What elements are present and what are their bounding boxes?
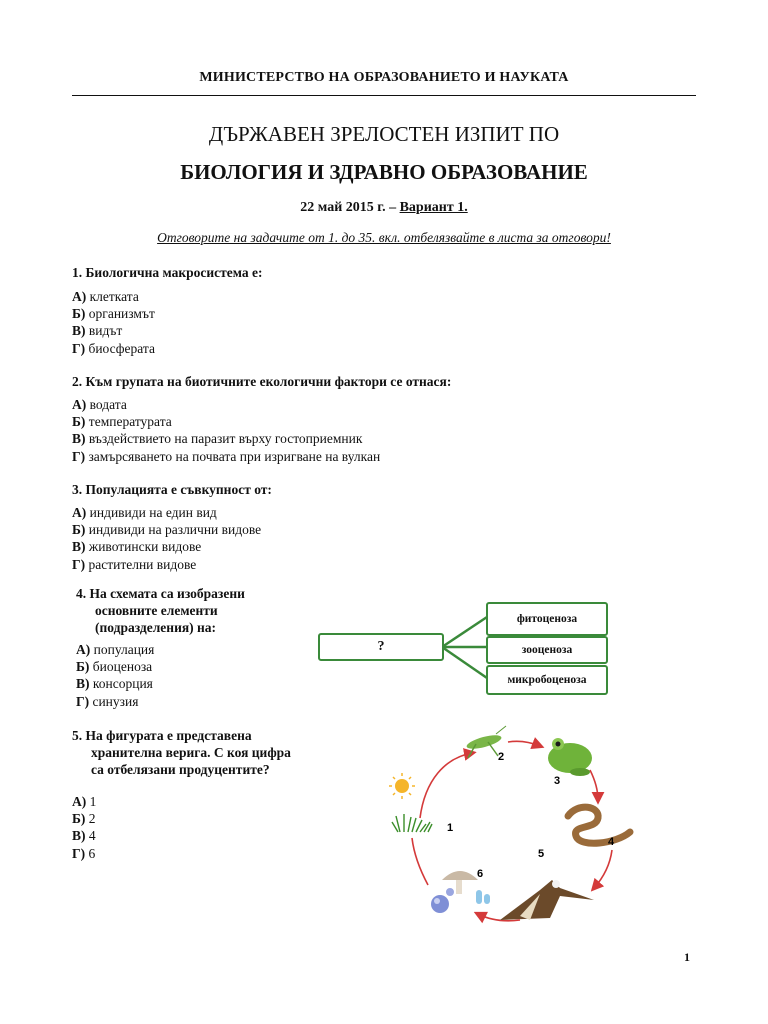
- option-text: биосферата: [85, 340, 155, 356]
- ministry-header: МИНИСТЕРСТВО НА ОБРАЗОВАНИЕТО И НАУКАТА: [199, 70, 569, 85]
- option[interactable]: [72, 396, 380, 413]
- food-chain-figure: [380, 720, 650, 930]
- option-text: животински видове: [85, 539, 202, 555]
- question-2: 2. Към групата на биотичните екологични фактори се отнася:: [72, 374, 452, 389]
- variant-label: Вариант 1.: [399, 200, 468, 215]
- snake-icon: [568, 807, 630, 843]
- arrow-icon: [420, 753, 472, 818]
- option-letter: А): [72, 794, 87, 809]
- option-text: растителни видове: [85, 556, 197, 572]
- option-letter: Б): [76, 659, 90, 675]
- option-letter: Б): [72, 811, 86, 827]
- option-letter: А): [72, 397, 87, 412]
- option-text: замърсяването на почвата при изригване на вулкан: [85, 448, 381, 464]
- option[interactable]: [72, 340, 155, 357]
- option[interactable]: [76, 641, 154, 658]
- option[interactable]: [72, 845, 96, 862]
- option[interactable]: [72, 430, 380, 447]
- arrow-icon: [590, 770, 598, 800]
- option-text: температурата: [85, 414, 172, 430]
- option[interactable]: [72, 413, 380, 430]
- option[interactable]: [76, 693, 154, 710]
- option-text: 6: [85, 845, 96, 861]
- chain-number-1: 1: [447, 822, 454, 834]
- question-5-line: хранителна верига. С коя цифра: [91, 745, 291, 760]
- option-text: синузия: [89, 693, 139, 709]
- arrow-icon: [594, 850, 612, 888]
- option[interactable]: [72, 448, 380, 465]
- option-letter: Г): [72, 340, 86, 356]
- question-4: [76, 585, 245, 636]
- grass-icon: [392, 814, 432, 832]
- option-letter: В): [76, 676, 90, 692]
- question-3: 3. Популацията е съвкупност от:: [72, 482, 272, 497]
- option-text: индивиди на различни видове: [85, 522, 262, 538]
- question-3-options: [72, 504, 261, 573]
- chain-number-5: 5: [538, 848, 545, 860]
- chain-number-2: 2: [498, 751, 505, 763]
- chain-number-4: 4: [608, 836, 615, 848]
- option-text: 1: [86, 794, 97, 809]
- option-letter: Г): [72, 448, 86, 464]
- option[interactable]: [72, 521, 261, 538]
- question-4-line: (подразделения) на:: [95, 620, 217, 635]
- question-4-options: [76, 641, 154, 710]
- question-5-options: [72, 793, 96, 862]
- option-letter: Г): [72, 556, 86, 572]
- option[interactable]: [72, 322, 155, 339]
- option[interactable]: [72, 504, 261, 521]
- instructions: Отговорите на задачите от 1. до 35. вкл. отбелязвайте в листа за отговори!: [157, 230, 611, 245]
- option[interactable]: [72, 288, 155, 305]
- option-letter: Б): [72, 522, 86, 538]
- option-text: видът: [85, 323, 123, 339]
- question-2-options: [72, 396, 380, 465]
- question-4-line: основните елементи: [95, 603, 218, 618]
- option-letter: А): [72, 505, 87, 520]
- option-text: въздействието на паразит върху гостоприемник: [85, 431, 363, 447]
- option-text: популация: [90, 642, 155, 657]
- option-text: индивиди на един вид: [86, 505, 217, 520]
- frog-icon: [548, 738, 592, 776]
- option-text: водата: [86, 397, 127, 412]
- option-text: клетката: [86, 289, 139, 304]
- arrow-icon: [508, 741, 540, 746]
- eagle-icon: [500, 880, 594, 920]
- question-4-line: 4. На схемата са изобразени: [76, 586, 245, 601]
- option-letter: Г): [76, 693, 90, 709]
- question-1: 1. Биологична макросистема е:: [72, 265, 263, 280]
- option[interactable]: [72, 556, 261, 573]
- option-letter: В): [72, 828, 86, 844]
- option-text: биоценоза: [89, 659, 153, 675]
- option-text: консорция: [89, 676, 153, 692]
- option[interactable]: [72, 305, 155, 322]
- option-letter: Г): [72, 845, 86, 861]
- option-letter: Б): [72, 414, 86, 430]
- option[interactable]: [76, 658, 154, 675]
- question-5: [72, 727, 291, 778]
- question-1-options: [72, 288, 155, 357]
- option[interactable]: [76, 675, 154, 692]
- option[interactable]: [72, 793, 96, 810]
- exam-title: ДЪРЖАВЕН ЗРЕЛОСТЕН ИЗПИТ ПО: [208, 122, 560, 146]
- header-divider: [72, 95, 696, 96]
- option-text: организмът: [85, 306, 155, 322]
- option-letter: А): [76, 642, 91, 657]
- date-text: 22 май 2015 г. –: [300, 200, 400, 215]
- option-letter: А): [72, 289, 87, 304]
- sun-icon: [389, 773, 415, 799]
- option-letter: В): [72, 539, 86, 555]
- scheme-box-microbocenosis: микробоценоза: [486, 665, 608, 695]
- page-number: 1: [684, 950, 690, 964]
- option[interactable]: [72, 810, 96, 827]
- option-text: 2: [85, 811, 96, 827]
- exam-date: [0, 200, 768, 216]
- question-5-line: 5. На фигурата е представена: [72, 728, 252, 743]
- chain-number-3: 3: [554, 775, 561, 787]
- option-text: 4: [85, 828, 96, 844]
- exam-subject: БИОЛОГИЯ И ЗДРАВНО ОБРАЗОВАНИЕ: [180, 160, 588, 184]
- scheme-box-phytocenosis: фитоценоза: [486, 602, 608, 636]
- option[interactable]: [72, 827, 96, 844]
- chain-number-6: 6: [477, 868, 484, 880]
- option[interactable]: [72, 538, 261, 555]
- scheme-center-box: ?: [318, 633, 444, 661]
- option-letter: В): [72, 431, 86, 447]
- option-letter: В): [72, 323, 86, 339]
- question-5-line: са отбелязани продуцентите?: [91, 762, 270, 777]
- option-letter: Б): [72, 306, 86, 322]
- scheme-box-zoocenosis: зооценоза: [486, 636, 608, 664]
- arrow-icon: [412, 838, 428, 885]
